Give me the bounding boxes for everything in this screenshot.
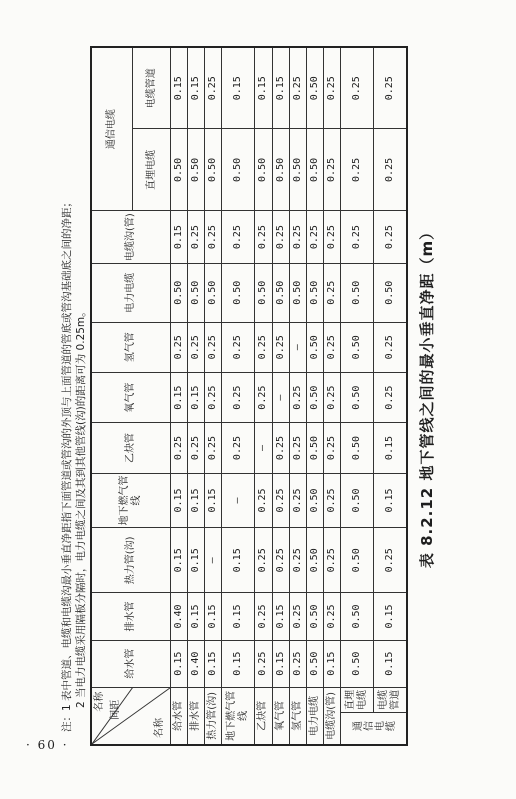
value-cell: 0.15 [323, 640, 340, 687]
corner-bottom-label: 名称 [154, 718, 166, 738]
value-cell: 0.15 [222, 528, 255, 593]
col-header: 地下燃气管线 [91, 473, 171, 528]
row-header: 电力电缆 [306, 687, 323, 745]
value-cell: 0.15 [205, 473, 222, 528]
value-cell: 0.25 [171, 423, 188, 473]
table-row [306, 47, 323, 745]
value-cell: 0.25 [222, 211, 255, 263]
value-cell: 0.40 [188, 640, 205, 687]
value-cell: 0.25 [255, 528, 272, 593]
value-cell: 0.50 [306, 528, 323, 593]
value-cell: 0.25 [272, 528, 289, 593]
value-cell: 0.25 [255, 322, 272, 372]
value-cell: 0.15 [272, 640, 289, 687]
value-cell: 0.25 [373, 47, 407, 129]
value-cell: 0.25 [323, 129, 340, 211]
value-cell: 0.50 [205, 263, 222, 322]
comm-row-group [341, 712, 408, 745]
table-row [341, 47, 374, 745]
value-cell: 0.25 [289, 640, 306, 687]
value-cell: 0.25 [341, 47, 374, 129]
value-cell: 0.15 [373, 423, 407, 473]
table-row [373, 47, 407, 745]
value-cell: 0.40 [171, 593, 188, 640]
value-cell: 0.15 [373, 473, 407, 528]
value-cell: 0.50 [341, 372, 374, 422]
value-cell: 0.25 [373, 211, 407, 263]
value-cell: 0.25 [205, 372, 222, 422]
value-cell: 0.50 [341, 322, 374, 372]
value-cell: 0.15 [188, 473, 205, 528]
value-cell: 0.25 [289, 593, 306, 640]
value-cell: 0.50 [306, 372, 323, 422]
col-header: 氧气管 [91, 372, 171, 422]
value-cell: 0.25 [272, 211, 289, 263]
value-cell: 0.15 [171, 473, 188, 528]
value-cell: 0.15 [373, 593, 407, 640]
value-cell: 0.15 [188, 47, 205, 129]
value-cell: 0.25 [171, 322, 188, 372]
value-cell: — [255, 423, 272, 473]
value-cell: 0.15 [272, 593, 289, 640]
value-cell: — [205, 528, 222, 593]
value-cell: — [222, 473, 255, 528]
table-row [222, 47, 255, 745]
value-cell: 0.25 [323, 473, 340, 528]
table-title: 表 8.2.12 地下管线之间的最小垂直净距（m） [418, 223, 436, 569]
value-cell: 0.25 [255, 211, 272, 263]
value-cell: 0.25 [272, 423, 289, 473]
corner-top-label: 名称 [94, 691, 105, 712]
value-cell: 0.25 [341, 129, 374, 211]
value-cell: 0.15 [205, 640, 222, 687]
value-cell: 0.25 [306, 211, 323, 263]
value-cell: 0.15 [222, 593, 255, 640]
value-cell: — [272, 372, 289, 422]
value-cell: 0.25 [188, 211, 205, 263]
page-number: · 60 · [26, 738, 69, 752]
col-header: 电缆沟(管) [91, 211, 171, 263]
row-header: 排水管 [188, 687, 205, 745]
comm-row-header: 电缆管道 [373, 687, 407, 712]
value-cell: 0.25 [255, 473, 272, 528]
value-cell: 0.15 [171, 528, 188, 593]
value-cell: 0.25 [188, 322, 205, 372]
value-cell: 0.15 [188, 528, 205, 593]
row-header: 氢气管 [289, 687, 306, 745]
value-cell: 0.50 [306, 423, 323, 473]
comm-body [341, 47, 408, 745]
header-row [91, 47, 132, 745]
table-body [171, 47, 341, 745]
table-row [272, 47, 289, 745]
value-cell: 0.25 [205, 322, 222, 372]
value-cell: 0.15 [373, 640, 407, 687]
table-row [289, 47, 306, 745]
value-cell: — [289, 322, 306, 372]
value-cell: 0.50 [222, 263, 255, 322]
value-cell: 0.25 [188, 423, 205, 473]
value-cell: 0.50 [289, 263, 306, 322]
table-row [205, 47, 222, 745]
value-cell: 0.25 [341, 211, 374, 263]
rotated-content [58, 46, 468, 746]
value-cell: 0.50 [255, 129, 272, 211]
value-cell: 0.25 [289, 423, 306, 473]
value-cell: 0.50 [306, 263, 323, 322]
value-cell: 0.25 [255, 593, 272, 640]
value-cell: 0.25 [373, 372, 407, 422]
note-2: 2 当电力电缆采用隔板分隔时，电力电缆之间及其到其他管线(沟)的距离可为 0.25m。 [75, 306, 87, 708]
value-cell: 0.25 [272, 473, 289, 528]
value-cell: 0.15 [171, 211, 188, 263]
value-cell: 0.25 [222, 423, 255, 473]
comm-row-header: 直埋电缆 [341, 687, 374, 712]
value-cell: 0.15 [205, 593, 222, 640]
value-cell: 0.50 [341, 593, 374, 640]
corner-middle-label: 间距 [110, 699, 121, 720]
value-cell: 0.25 [323, 322, 340, 372]
value-cell: 0.50 [188, 129, 205, 211]
col-header: 电力电缆 [91, 263, 171, 322]
value-cell: 0.25 [323, 263, 340, 322]
col-header: 给水管 [91, 640, 171, 687]
value-cell: 0.15 [222, 640, 255, 687]
note-1: 注：1 表中管道、电缆和电缆沟最小垂直净距指下面管道或管沟的外顶与上面管道的管底或管沟基础底之间的净距； [61, 196, 73, 732]
corner-cell [91, 687, 171, 745]
comm-group-header: 通信电缆 [91, 47, 132, 211]
value-cell: 0.25 [323, 423, 340, 473]
value-cell: 0.15 [188, 372, 205, 422]
value-cell: 0.25 [222, 372, 255, 422]
value-cell: 0.25 [289, 372, 306, 422]
clearance-table [90, 46, 408, 746]
value-cell: 0.50 [306, 129, 323, 211]
value-cell: 0.50 [188, 263, 205, 322]
value-cell: 0.50 [255, 263, 272, 322]
value-cell: 0.50 [272, 129, 289, 211]
value-cell: 0.25 [205, 211, 222, 263]
value-cell: 0.15 [272, 47, 289, 129]
value-cell: 0.25 [373, 322, 407, 372]
value-cell: 0.50 [289, 129, 306, 211]
value-cell: 0.25 [289, 528, 306, 593]
value-cell: 0.50 [306, 593, 323, 640]
row-header: 地下燃气管线 [222, 687, 255, 745]
table-row [323, 47, 340, 745]
value-cell: 0.25 [373, 528, 407, 593]
value-cell: 0.25 [255, 640, 272, 687]
value-cell: 0.25 [323, 593, 340, 640]
value-cell: 0.25 [323, 528, 340, 593]
col-header: 氢气管 [91, 322, 171, 372]
value-cell: 0.15 [171, 640, 188, 687]
value-cell: 0.50 [341, 423, 374, 473]
value-cell: 0.50 [373, 263, 407, 322]
value-cell: 0.50 [306, 322, 323, 372]
row-header: 电缆沟(管) [323, 687, 340, 745]
value-cell: 0.50 [205, 129, 222, 211]
col-header: 热力管(沟) [91, 528, 171, 593]
col-header-comm-direct: 直埋电缆 [132, 129, 170, 211]
value-cell: 0.25 [205, 47, 222, 129]
value-cell: 0.25 [272, 322, 289, 372]
value-cell: 0.50 [171, 129, 188, 211]
value-cell: 0.50 [222, 129, 255, 211]
comm-row-group-label: 通信电缆 [351, 722, 396, 734]
value-cell: 0.25 [323, 47, 340, 129]
value-cell: 0.50 [341, 473, 374, 528]
row-header: 热力管(沟) [205, 687, 222, 745]
col-header: 排水管 [91, 593, 171, 640]
table-notes [60, 52, 88, 732]
value-cell: 0.25 [205, 423, 222, 473]
value-cell: 0.25 [289, 211, 306, 263]
value-cell: 0.50 [306, 47, 323, 129]
value-cell: 0.50 [272, 263, 289, 322]
value-cell: 0.50 [306, 640, 323, 687]
table-row [188, 47, 205, 745]
value-cell: 0.25 [289, 47, 306, 129]
value-cell: 0.50 [341, 263, 374, 322]
table-row [171, 47, 188, 745]
row-header: 给水管 [171, 687, 188, 745]
value-cell: 0.25 [289, 473, 306, 528]
row-header: 乙炔管 [255, 687, 272, 745]
value-cell: 0.25 [222, 322, 255, 372]
value-cell: 0.25 [255, 372, 272, 422]
value-cell: 0.15 [255, 47, 272, 129]
value-cell: 0.25 [323, 211, 340, 263]
col-header-comm-duct: 电缆管道 [132, 47, 170, 129]
value-cell: 0.15 [188, 593, 205, 640]
value-cell: 0.15 [171, 47, 188, 129]
value-cell: 0.25 [323, 372, 340, 422]
table-row [255, 47, 272, 745]
value-cell: 0.50 [171, 263, 188, 322]
value-cell: 0.15 [171, 372, 188, 422]
row-header: 氧气管 [272, 687, 289, 745]
col-header: 乙炔管 [91, 423, 171, 473]
value-cell: 0.25 [373, 129, 407, 211]
value-cell: 0.15 [222, 47, 255, 129]
value-cell: 0.50 [306, 473, 323, 528]
value-cell: 0.50 [341, 528, 374, 593]
value-cell: 0.50 [341, 640, 374, 687]
